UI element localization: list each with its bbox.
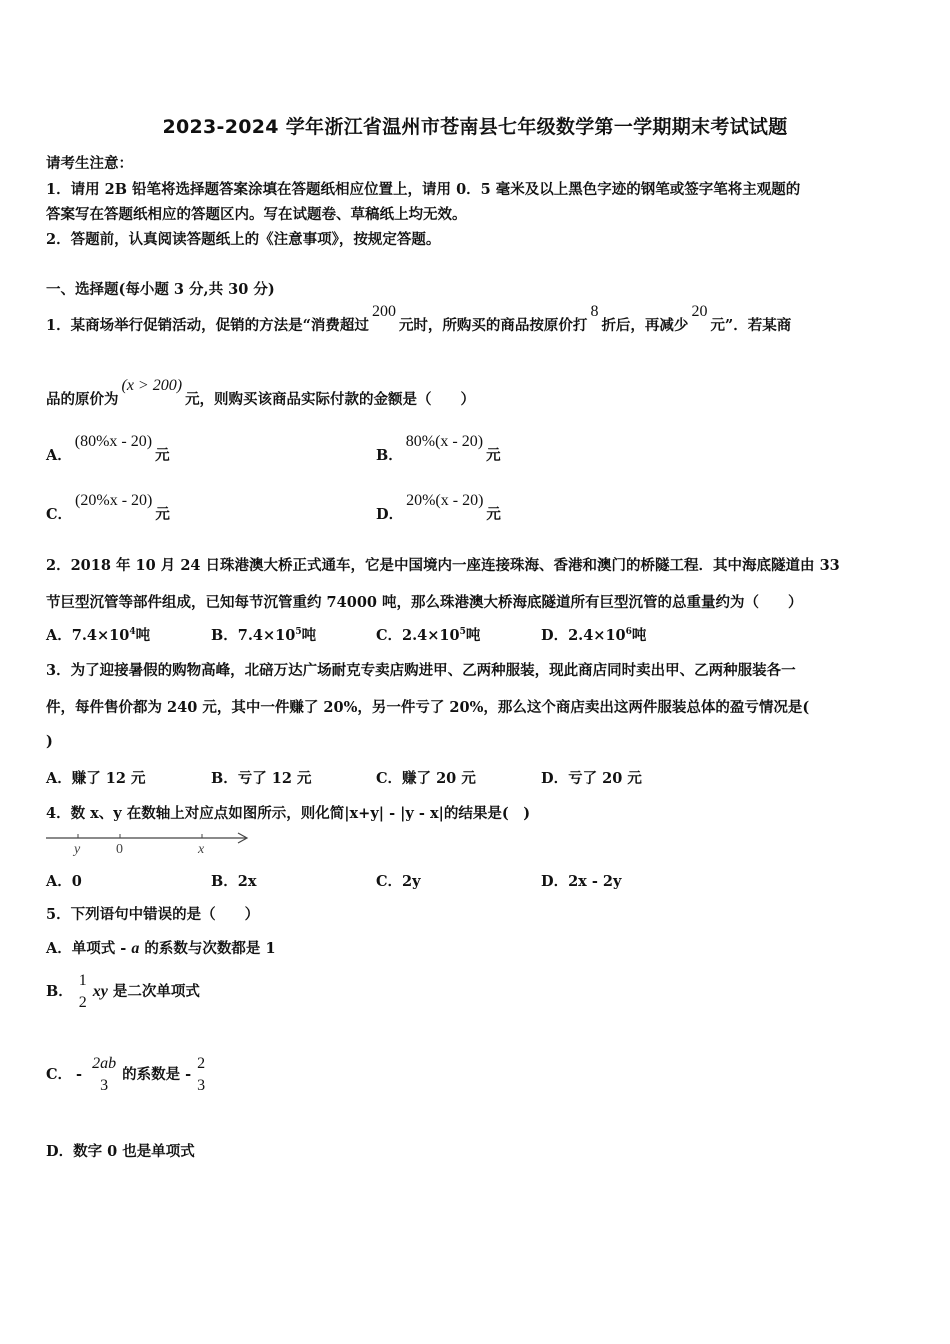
section-heading: 一、选择题(每小题 3 分,共 30 分)	[46, 281, 275, 298]
option-unit: 元	[155, 506, 170, 523]
option-label: B．	[376, 447, 403, 464]
option-label: C．	[46, 1066, 73, 1083]
q1-text-e: 品的原价为	[46, 391, 119, 408]
axis-label-y: y	[74, 842, 81, 857]
option-text: 是二次单项式	[107, 983, 200, 1000]
option-label: B．	[46, 983, 73, 1000]
q1-text-f: 元，则购买该商品实际付款的金额是（ ）	[185, 391, 476, 408]
option-unit: 吨	[301, 627, 317, 644]
option-exponent: 5	[295, 627, 302, 638]
q5-option-a[interactable]	[46, 937, 276, 958]
q1-option-c[interactable]	[46, 492, 170, 524]
option-expression: (20%x - 20)	[75, 492, 153, 509]
question-3-line-2: 件，每件售价都为 240 元，其中一件赚了 20%，另一件亏了 20%，那么这个商店卖出这两件服装总体的盈亏情况是(	[46, 699, 810, 716]
option-exponent: 5	[459, 627, 466, 638]
option-unit: 吨	[135, 627, 151, 644]
option-variable: a	[131, 940, 140, 957]
option-base: 7.4×10	[237, 627, 296, 644]
axis-label-x: x	[198, 842, 205, 857]
q1-text-b: 元时，所购买的商品按原价打	[398, 317, 588, 334]
q3-option-c[interactable]: C．赚了 20 元	[376, 770, 476, 787]
option-label: B．	[211, 627, 238, 644]
question-3-line-3: )	[46, 733, 53, 750]
option-unit: 元	[486, 506, 501, 523]
fraction-denominator: 3	[100, 1077, 109, 1094]
q3-option-a[interactable]: A．赚了 12 元	[46, 770, 146, 787]
option-label: A．单项式 -	[46, 940, 132, 957]
q1-option-d[interactable]	[376, 492, 501, 524]
q2-option-b[interactable]	[211, 624, 316, 645]
option-exponent: 4	[129, 627, 136, 638]
q1-value-8: 8	[590, 303, 599, 320]
question-2-line-1: 2．2018 年 10 月 24 日珠港澳大桥正式通车，它是中国境内一座连接珠海、香港和澳门的桥隧工程．其中海底隧道由 33	[46, 557, 840, 574]
option-text: 的系数是 -	[122, 1066, 192, 1083]
question-2-line-2: 节巨型沉管等部件组成，已知每节沉管重约 74000 吨，那么珠港澳大桥海底隧道所有巨型沉管的总重量约为（ ）	[46, 594, 803, 611]
option-text: 的系数与次数都是 1	[139, 940, 276, 957]
option-exponent: 6	[625, 627, 632, 638]
option-expression: (80%x - 20)	[74, 433, 153, 450]
q5-option-c[interactable]	[46, 1053, 211, 1097]
notice-item-2: 2．答题前，认真阅读答题纸上的《注意事项》，按规定答题。	[46, 231, 441, 248]
q1-text-d: 元”．若某商	[710, 317, 792, 334]
q1-text-c: 折后，再减少	[601, 317, 689, 334]
axis-label-zero: 0	[116, 842, 123, 857]
option-label: C．	[46, 506, 73, 523]
option-label: A．	[46, 627, 72, 644]
q3-option-d[interactable]: D．亏了 20 元	[541, 770, 642, 787]
q4-option-a[interactable]: A．0	[46, 873, 82, 890]
q1-text-a: 1．某商场举行促销活动，促销的方法是“消费超过	[46, 317, 369, 334]
option-base: 2.4×10	[568, 627, 626, 644]
question-1-line-2	[46, 377, 476, 409]
option-variable: xy	[92, 983, 108, 1000]
q1-value-20: 20	[691, 303, 708, 320]
option-label: C．	[376, 627, 403, 644]
q1-option-a[interactable]	[46, 433, 170, 465]
notice-heading: 请考生注意：	[46, 155, 133, 172]
minus-sign: -	[76, 1066, 83, 1083]
q3-option-b[interactable]: B．亏了 12 元	[211, 770, 312, 787]
q4-option-d[interactable]: D．2x - 2y	[541, 873, 622, 890]
q2-option-a[interactable]	[46, 624, 150, 645]
q4-option-b[interactable]: B．2x	[211, 873, 257, 890]
q1-option-b[interactable]	[376, 433, 501, 465]
option-label: D．	[541, 627, 569, 644]
fraction-numerator: 2ab	[92, 1055, 117, 1072]
question-5-stem: 5．下列语句中错误的是（ ）	[46, 906, 260, 923]
question-3-line-1: 3．为了迎接暑假的购物高峰，北碚万达广场耐克专卖店购进甲、乙两种服装，现此商店同时卖出甲、乙两种服装各一	[46, 662, 796, 679]
page-title: 2023-2024 学年浙江省温州市苍南县七年级数学第一学期期末考试试题	[162, 116, 788, 138]
q5-option-b[interactable]	[46, 970, 200, 1014]
option-base: 2.4×10	[402, 627, 460, 644]
option-unit: 吨	[631, 627, 647, 644]
question-1-line-1	[46, 303, 792, 335]
question-4-stem: 4．数 x、y 在数轴上对应点如图所示，则化简|x+y| - |y - x|的结果是( )	[46, 805, 531, 822]
q2-option-d[interactable]	[541, 624, 646, 645]
fraction-numerator: 1	[78, 972, 87, 989]
option-unit: 元	[486, 447, 501, 464]
option-expression: 80%(x - 20)	[405, 433, 484, 450]
fraction-one-half	[77, 970, 89, 1014]
q1-condition: (x > 200)	[121, 377, 183, 394]
q2-option-c[interactable]	[376, 624, 480, 645]
notice-item-1-line-1: 1．请用 2B 铅笔将选择题答案涂填在答题纸相应位置上，请用 0．5 毫米及以上黑色字迹的钢笔或签字笔将主观题的	[46, 181, 801, 198]
option-expression: 20%(x - 20)	[406, 492, 484, 509]
fraction-2ab-over-3	[90, 1053, 118, 1097]
notice-item-1-line-2: 答案写在答题纸相应的答题区内。写在试题卷、草稿纸上均无效。	[46, 206, 467, 223]
option-label: A．	[46, 447, 72, 464]
option-base: 7.4×10	[71, 627, 130, 644]
q4-option-c[interactable]: C．2y	[376, 873, 421, 890]
option-unit: 元	[155, 447, 170, 464]
number-line-figure	[44, 828, 254, 858]
q1-value-200: 200	[371, 303, 396, 320]
q5-option-d[interactable]: D．数字 0 也是单项式	[46, 1143, 195, 1160]
option-unit: 吨	[465, 627, 481, 644]
option-label: D．	[376, 506, 404, 523]
fraction-denominator: 3	[197, 1077, 206, 1094]
fraction-numerator: 2	[197, 1055, 206, 1072]
fraction-denominator: 2	[78, 994, 87, 1011]
fraction-2-over-3	[195, 1053, 207, 1097]
